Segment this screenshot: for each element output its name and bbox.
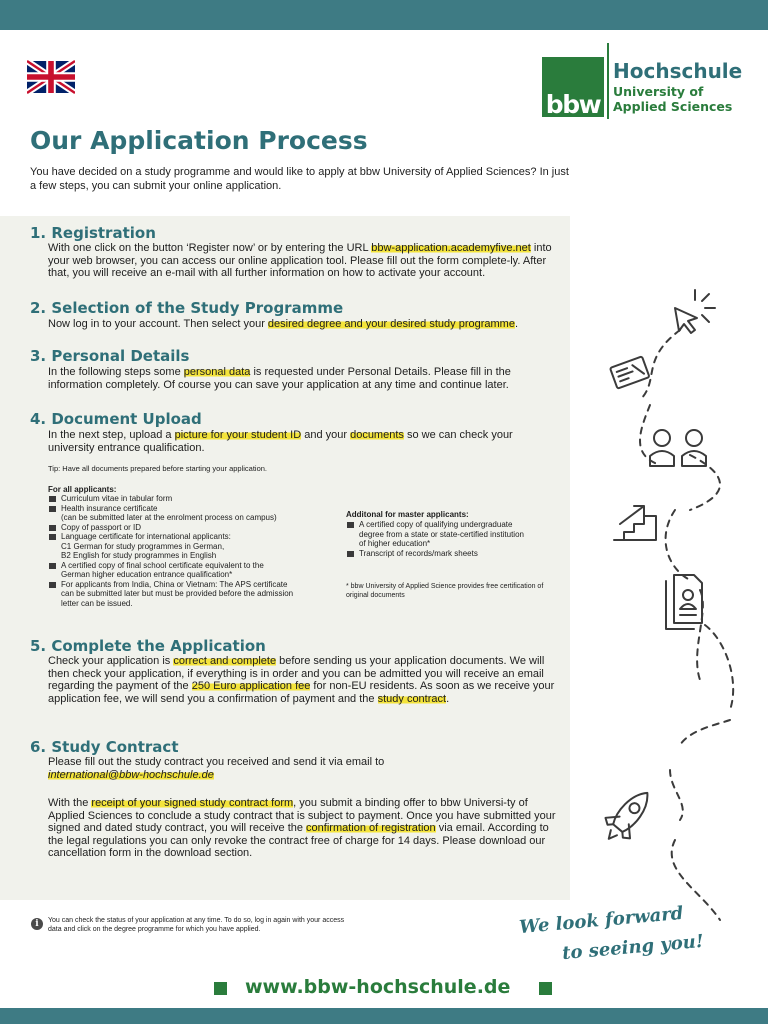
step-2-text-b: . [514, 318, 519, 330]
contract-email-link[interactable]: international@bbw-hochschule.de [48, 768, 214, 781]
page-title: Our Application Process [30, 126, 368, 155]
logo-subtitle-line1: University of [613, 84, 704, 99]
step-4-title: 4. Document Upload [30, 410, 202, 428]
step-4-text-a: In the next step, upload a [48, 429, 175, 441]
list-item: Health insurance certificate [48, 504, 348, 514]
step-1-text [48, 242, 558, 280]
bbw-logo [542, 57, 604, 117]
list-item: Language certificate for international applicants: [48, 532, 348, 542]
list-item: Copy of passport or ID [48, 523, 348, 533]
step-5-highlight-b: 250 Euro application fee [191, 680, 311, 692]
step-5-highlight-c: study contract [377, 692, 447, 705]
step-2-text-a: Now log in to your account. Then select your [48, 318, 268, 330]
dashed-path [623, 330, 733, 920]
step-3-text [48, 366, 558, 391]
step-4-text-c: so we can check your university entrance qualification. [48, 429, 513, 454]
step-6-text-b: With the [48, 797, 92, 809]
list-item-cont: degree from a state or state-certified institution [359, 529, 524, 539]
list-item-cont: can be submitted later but must be provided before the admission [61, 589, 294, 598]
green-square-icon [539, 982, 552, 995]
step-4-highlight-a: picture for your student ID [174, 429, 302, 441]
step-5-text-a: Check your application is [48, 655, 174, 667]
journey-illustration [580, 280, 760, 980]
status-info-text: You can check the status of your application at any time. To do so, log in again with your access data and click on the degree programme for which you have applied. [48, 917, 345, 933]
rocket-icon [596, 783, 659, 850]
step-4-highlight-b: documents [350, 429, 404, 441]
step-3-text-a: In the following steps some [48, 366, 184, 378]
website-footer [214, 976, 554, 1000]
step-6-highlight-b: confirmation of registration [306, 822, 436, 834]
step-6-text-2 [48, 797, 558, 860]
users-icon [650, 430, 706, 466]
intro-text: You have decided on a study programme and would like to apply at bbw University of Applied Sciences? In just a few steps, you can submit your online application. [30, 166, 569, 192]
list-item: A certified copy of qualifying undergraduate [346, 520, 561, 530]
list-item-cont: (can be submitted later at the enrolment process on campus) [61, 513, 277, 522]
documents-tip: Tip: Have all documents prepared before starting your application. [48, 464, 268, 473]
cursor-click-icon [675, 290, 715, 333]
slogan-line-1: We look forward [518, 902, 685, 939]
all-applicants-list [48, 494, 348, 608]
list-item: For applicants from India, China or Vietnam: The APS certificate [48, 580, 348, 590]
step-6-text-c: , you submit a binding offer to bbw Universi-ty of Applied Sciences to conclude a study contract that is subject to payment. Once you have submitted your signed and dated study contract, you will receive the [48, 797, 556, 834]
step-2-title: 2. Selection of the Study Programme [30, 299, 344, 317]
list-item-cont: B2 English for study programmes in English [61, 551, 217, 560]
top-band [0, 0, 768, 30]
step-3-text-b: is requested under Personal Details. Please fill in the information completely. Of course you can save your application at any time and continue later. [48, 366, 511, 391]
bottom-band [0, 1008, 768, 1024]
step-2-highlight: desired degree and your desired study programme [267, 318, 515, 330]
all-applicants-heading: For all applicants: [48, 485, 117, 494]
step-6-highlight-a: receipt of your signed study contract form [91, 797, 294, 809]
stairs-up-icon [614, 506, 656, 540]
step-6-text-1 [48, 756, 558, 781]
step-4-text [48, 429, 558, 454]
logo-divider [607, 43, 609, 119]
registration-url[interactable]: bbw-application.academyfive.net [371, 242, 531, 254]
uk-flag-icon [27, 60, 75, 94]
step-1-text-a: With one click on the button ‘Register now’ or by entering the URL [48, 242, 372, 254]
master-applicants-heading: Additonal for master applicants: [346, 510, 469, 519]
list-item-cont: C1 German for study programmes in German, [61, 541, 225, 551]
step-5-text-c: for non-EU residents. As soon as we receive your application fee, we will send you a confirmation of payment and the [48, 680, 555, 705]
list-item-cont: German higher education entrance qualification* [61, 570, 233, 579]
logo-subtitle-line2: Applied Sciences [613, 99, 733, 114]
master-applicants-list [346, 520, 561, 558]
step-1-text-b: into your web browser, you can access our online application tool. Please fill out the form complete-ly. After that, you will receive an e-mail with all further information on how to activate your account. [48, 242, 552, 279]
logo-box-text: bbw [545, 90, 601, 119]
list-item: A certified copy of final school certificate equivalent to the [48, 561, 348, 571]
step-4-text-b: and your [301, 429, 351, 441]
step-6-text-a: Please fill out the study contract you received and send it via email to [48, 756, 385, 768]
document-profile-icon [666, 575, 702, 629]
step-5-text-d: . [446, 692, 450, 705]
list-item-cont: of higher education* [359, 539, 431, 548]
slogan-line-2: to seeing you! [561, 930, 705, 965]
logo-subtitle [613, 84, 763, 114]
list-item-cont: letter can be issued. [61, 598, 133, 608]
step-1-title: 1. Registration [30, 224, 156, 242]
logo-title: Hochschule [613, 59, 743, 83]
info-icon: i [31, 918, 43, 930]
list-item: Transcript of records/mark sheets [346, 549, 561, 559]
list-item: Curriculum vitae in tabular form [48, 494, 348, 504]
certification-note: * bbw University of Applied Science provides free certification of original documents [346, 583, 544, 599]
step-5-text [48, 655, 558, 705]
green-square-icon [214, 982, 227, 995]
step-5-highlight-a: correct and complete [173, 655, 277, 667]
step-6-title: 6. Study Contract [30, 738, 179, 756]
step-5-title: 5. Complete the Application [30, 637, 266, 655]
step-6-text-d: via email. According to the legal regulations you can only revoke the contract free of charge for 14 days. Please download our cancellation form in the download section. [48, 822, 549, 859]
step-5-text-b: before sending us your application documents. We will then check your application, if everything is in order and you can be admitted you will receive an email regarding the payment of the [48, 655, 545, 692]
id-card-icon [610, 356, 649, 388]
step-3-highlight: personal data [183, 366, 251, 378]
step-2-text [48, 318, 558, 331]
step-3-title: 3. Personal Details [30, 347, 190, 365]
website-link[interactable]: www.bbw-hochschule.de [245, 976, 511, 998]
